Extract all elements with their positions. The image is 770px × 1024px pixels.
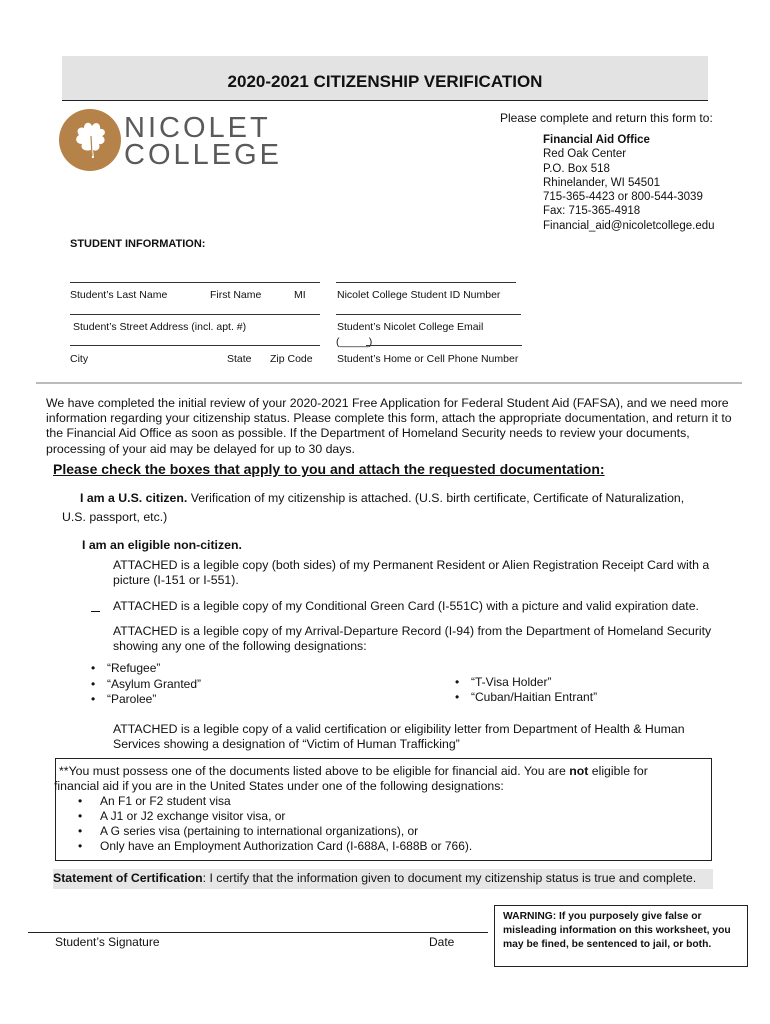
page-title: 2020-2021 CITIZENSHIP VERIFICATION — [227, 72, 543, 91]
phone-area-code: (_____) — [336, 336, 373, 348]
noncitizen-heading[interactable]: I am an eligible non-citizen. — [82, 538, 242, 552]
noncitizen-item-3-text: ATTACHED is a legible copy of my Arrival-Departure Record (I-94) from the Department of Homeland Security — [113, 624, 712, 638]
zip-label: Zip Code — [270, 353, 313, 365]
logo-text-nicolet: NICOLET — [124, 112, 271, 144]
return-address — [543, 133, 715, 233]
logo-text-college: COLLEGE — [124, 139, 282, 171]
notice-line-1 — [59, 764, 709, 779]
signature-label: Student’s Signature — [55, 935, 160, 949]
phone-label: Student’s Home or Cell Phone Number — [337, 353, 519, 365]
check-heading-text: Please check the boxes that apply to you and attach the requested documentation — [53, 461, 600, 477]
intro-paragraph: We have completed the initial review of your 2020-2021 Free Application for Federal Student Aid (FAFSA), and we need more information regarding your citizenship status. Please complete this form, attach the appropriate documentation, and return it to the Financial Aid Office as soon as possible. If the Department of Homeland Security needs to review your documents, processing of your aid may be delayed for up to 30 days. — [46, 396, 732, 456]
address-line: P.O. Box 518 — [543, 162, 610, 175]
checkbox-line[interactable] — [91, 611, 100, 612]
bullet-icon: • — [91, 661, 96, 675]
notice-item: An F1 or F2 student visa — [100, 794, 231, 808]
designation-refugee: “Refugee” — [107, 661, 161, 675]
bullet-icon: • — [455, 690, 460, 704]
certification-label: Statement of Certification — [53, 871, 203, 885]
bullet-icon: • — [91, 677, 96, 691]
designation-t-visa: “T-Visa Holder” — [471, 675, 552, 689]
city-state-zip-input-line[interactable] — [70, 345, 320, 346]
notice-text: **You must possess one of the documents listed above to be eligible for financial aid. You are — [59, 764, 570, 778]
notice-item: A J1 or J2 exchange visitor visa, or — [100, 809, 286, 823]
student-id-label: Nicolet College Student ID Number — [337, 289, 501, 301]
address-line: 715-365-4423 or 800-544-3039 — [543, 191, 703, 204]
first-name-label: First Name — [210, 289, 262, 301]
bullet-icon: • — [78, 839, 83, 853]
address-line: Financial_aid@nicoletcollege.edu — [543, 219, 715, 232]
office-name: Financial Aid Office — [543, 134, 650, 146]
last-name-label: Student’s Last Name — [70, 289, 168, 301]
notice-line-2: financial aid if you are in the United States under one of the following designations: — [54, 779, 504, 793]
bullet-icon: • — [455, 675, 460, 689]
certification-statement — [53, 869, 713, 889]
name-input-line[interactable] — [70, 282, 320, 283]
notice-item: Only have an Employment Authorization Card (I-688A, I-688B or 766). — [100, 839, 473, 853]
student-info-heading: STUDENT INFORMATION: — [70, 238, 206, 250]
check-instructions-heading — [53, 461, 605, 477]
address-line: Rhinelander, WI 54501 — [543, 176, 660, 189]
notice-emphasis: not — [569, 764, 589, 778]
bullet-icon: • — [78, 824, 83, 838]
certification-text: : I certify that the information given to document my citizenship status is true and complete. — [202, 871, 697, 885]
noncitizen-item-1-text-cont: picture (I-151 or I-551). — [113, 573, 239, 588]
eligibility-notice-box — [55, 758, 712, 861]
citizen-text-cont: U.S. passport, etc.) — [62, 510, 168, 524]
bullet-icon: • — [78, 809, 83, 823]
noncitizen-item-1-text: ATTACHED is a legible copy (both sides) of my Permanent Resident or Alien Registration Receipt Card with a — [113, 558, 710, 572]
noncitizen-item-1[interactable] — [113, 558, 733, 588]
designation-parolee: “Parolee” — [107, 692, 157, 706]
title-bar — [62, 56, 708, 101]
section-divider — [36, 382, 742, 384]
address-line: Fax: 715-365-4918 — [543, 205, 641, 218]
street-label: Student’s Street Address (incl. apt. #) — [73, 321, 247, 333]
state-label: State — [227, 353, 252, 365]
address-line: Red Oak Center — [543, 148, 627, 161]
city-label: City — [70, 353, 89, 365]
citizen-label: I am a U.S. citizen. — [80, 491, 188, 505]
noncitizen-item-4-text-cont: Services showing a designation of “Victim of Human Trafficking” — [113, 737, 460, 752]
return-intro: Please complete and return this form to: — [500, 111, 713, 125]
date-label: Date — [429, 935, 455, 949]
noncitizen-item-3-text-cont: showing any one of the following designations: — [113, 639, 367, 654]
citizen-text: Verification of my citizenship is attached. (U.S. birth certificate, Certificate of Naturalization, — [187, 491, 685, 505]
nicolet-college-logo — [58, 108, 282, 172]
phone-input-line[interactable] — [366, 345, 522, 346]
email-label: Student’s Nicolet College Email — [337, 321, 484, 333]
oak-leaf-icon — [58, 108, 122, 172]
citizen-option[interactable] — [80, 491, 720, 506]
mi-label: MI — [294, 289, 306, 301]
noncitizen-item-4[interactable] — [113, 722, 733, 752]
noncitizen-item-3[interactable] — [113, 624, 733, 654]
warning-box: WARNING: If you purposely give false or misleading information on this worksheet, you may be fined, be sentenced to jail, or both. — [494, 905, 748, 967]
noncitizen-item-2[interactable]: ATTACHED is a legible copy of my Conditional Green Card (I-551C) with a picture and valid expiration date. — [113, 599, 699, 613]
student-id-input-line[interactable] — [336, 282, 516, 283]
bullet-icon: • — [78, 794, 83, 808]
signature-line[interactable] — [28, 932, 488, 933]
email-input-line[interactable] — [336, 314, 521, 315]
notice-item: A G series visa (pertaining to international organizations), or — [100, 824, 419, 838]
noncitizen-item-4-text: ATTACHED is a legible copy of a valid certification or eligibility letter from Department of Health & Human — [113, 722, 685, 736]
notice-text-end: eligible for — [588, 764, 648, 778]
bullet-icon: • — [91, 692, 96, 706]
designation-asylum: “Asylum Granted” — [107, 677, 202, 691]
street-input-line[interactable] — [70, 314, 320, 315]
check-heading-colon: : — [599, 461, 605, 477]
designation-cuban-haitian: “Cuban/Haitian Entrant” — [471, 690, 598, 704]
